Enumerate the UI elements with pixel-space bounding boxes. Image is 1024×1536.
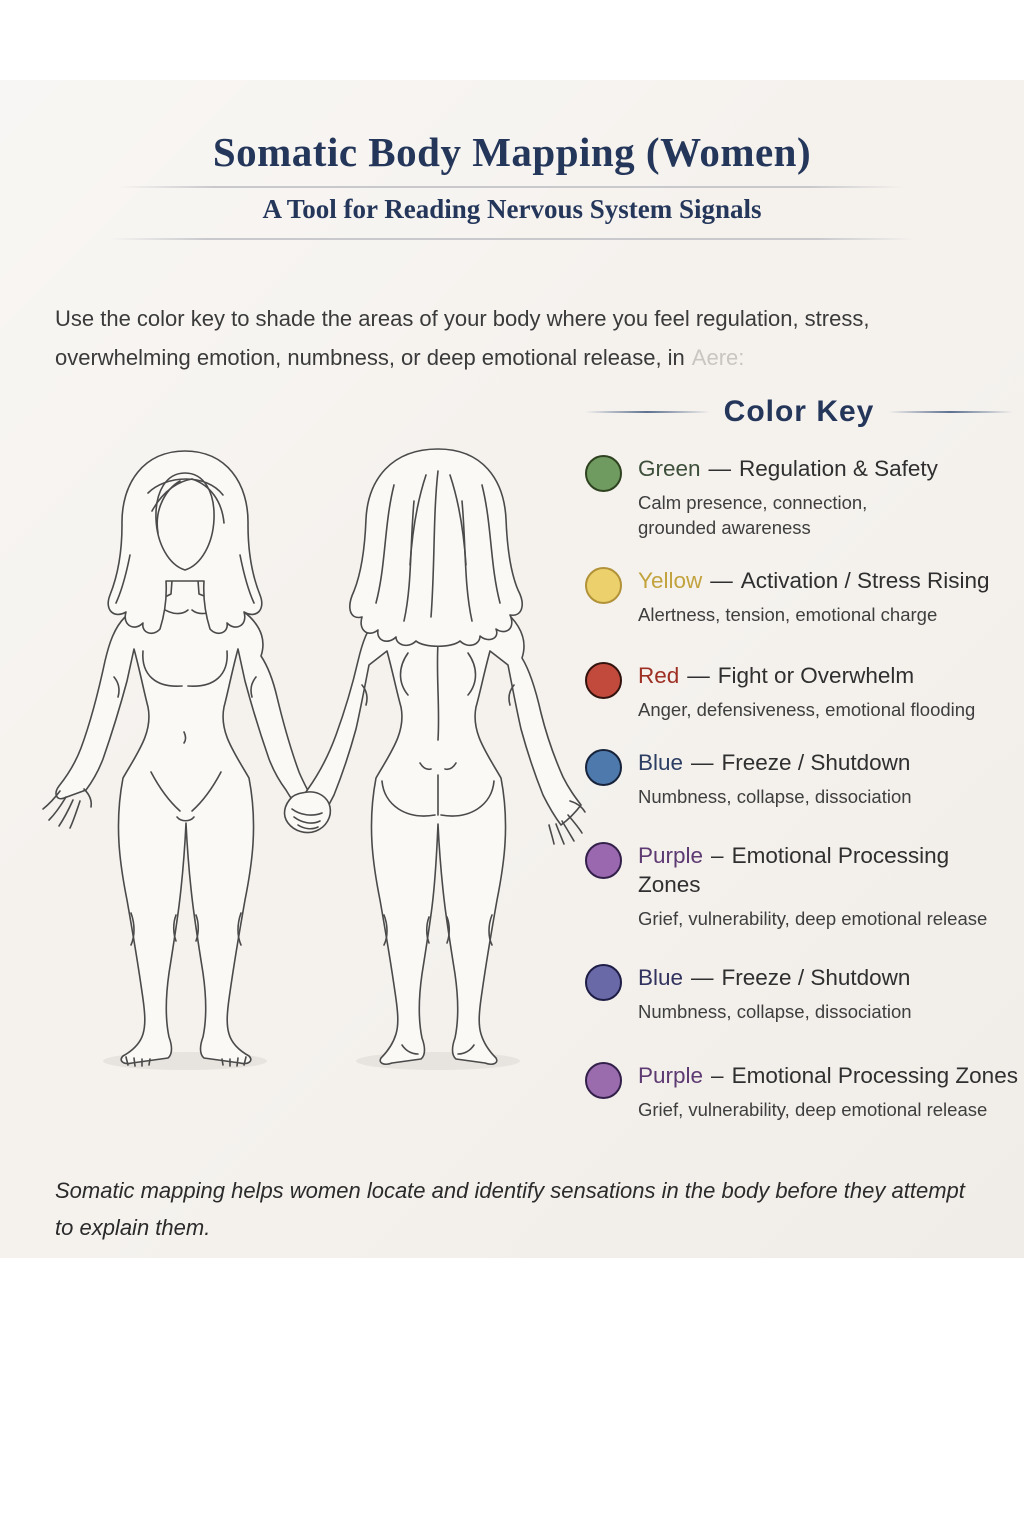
dash: – — [711, 1063, 724, 1088]
color-name: Red — [638, 663, 680, 688]
female-figure-back-view — [296, 449, 585, 1064]
dash: — — [687, 663, 710, 688]
paper-sheet — [0, 80, 1024, 1258]
color-meaning: Fight or Overwhelm — [717, 663, 915, 688]
color-key-entry-purple-2 — [585, 1061, 1017, 1122]
color-key-entry-blue-2 — [585, 963, 1017, 1024]
footer-line-1: Somatic mapping helps women locate and identify sensations in the body before they attempt — [55, 1178, 965, 1203]
color-name: Green — [638, 456, 701, 481]
dash: — — [708, 456, 732, 481]
page-subtitle: A Tool for Reading Nervous System Signals — [262, 194, 762, 224]
color-name: Blue — [638, 965, 684, 990]
purple-circle-icon — [585, 1062, 622, 1099]
purple-circle-icon — [585, 842, 622, 879]
color-description: Grief, vulnerability, deep emotional release — [638, 908, 988, 929]
dash: – — [711, 843, 724, 868]
color-description: Grief, vulnerability, deep emotional release — [638, 1099, 988, 1120]
color-key-header — [585, 395, 1013, 429]
color-meaning: Regulation & Safety — [739, 456, 938, 481]
color-key-entry-blue — [585, 748, 1017, 809]
color-key-entry-red — [585, 661, 1017, 722]
color-description: Numbness, collapse, dissociation — [638, 1001, 912, 1022]
page-title: Somatic Body Mapping (Women) — [212, 129, 812, 175]
intro-line-1: Use the color key to shade the areas of your body where you feel regulation, stress, — [55, 306, 870, 331]
clasped-hands — [285, 792, 331, 833]
color-meaning: Activation / Stress Rising — [740, 568, 990, 593]
color-description: grounded awareness — [638, 517, 811, 538]
dash: — — [710, 568, 733, 593]
color-meaning-line2: Zones — [638, 872, 701, 897]
color-meaning: Freeze / Shutdown — [721, 965, 911, 990]
intro-paragraph — [55, 299, 869, 377]
color-name: Yellow — [638, 568, 703, 593]
yellow-circle-icon — [585, 567, 622, 604]
red-circle-icon — [585, 662, 622, 699]
color-key-title: Color Key — [723, 395, 875, 428]
intro-line-2: overwhelming emotion, numbness, or deep emotional release, in Aere: — [55, 338, 869, 377]
color-meaning: Freeze / Shutdown — [721, 750, 911, 775]
color-key-entry-green — [585, 454, 1017, 540]
color-name: Purple — [638, 843, 704, 868]
footer-note — [55, 1172, 965, 1246]
dash: — — [691, 965, 714, 990]
color-key-entry-purple — [585, 841, 1017, 931]
divider — [109, 238, 915, 240]
color-description: Anger, defensiveness, emotional flooding — [638, 699, 976, 720]
blue-circle-icon — [585, 749, 622, 786]
color-meaning: Emotional Processing Zones — [731, 1063, 1018, 1088]
back-figure-hair — [350, 449, 522, 646]
footer-line-2: to explain them. — [55, 1215, 211, 1240]
green-circle-icon — [585, 455, 622, 492]
divider — [888, 411, 1013, 413]
divider — [585, 411, 710, 413]
color-name: Blue — [638, 750, 684, 775]
color-name: Purple — [638, 1063, 704, 1088]
color-description: Numbness, collapse, dissociation — [638, 786, 912, 807]
faded-artifact-text: Aere: — [691, 345, 745, 370]
divider — [119, 186, 905, 188]
indigo-circle-icon — [585, 964, 622, 1001]
color-description: Calm presence, connection, — [638, 492, 868, 513]
color-description: Alertness, tension, emotional charge — [638, 604, 938, 625]
color-meaning: Emotional Processing — [731, 843, 950, 868]
female-figure-front-view — [43, 451, 314, 1066]
color-key-entry-yellow — [585, 566, 1017, 627]
body-figures-illustration — [30, 445, 590, 1080]
dash: — — [691, 750, 714, 775]
